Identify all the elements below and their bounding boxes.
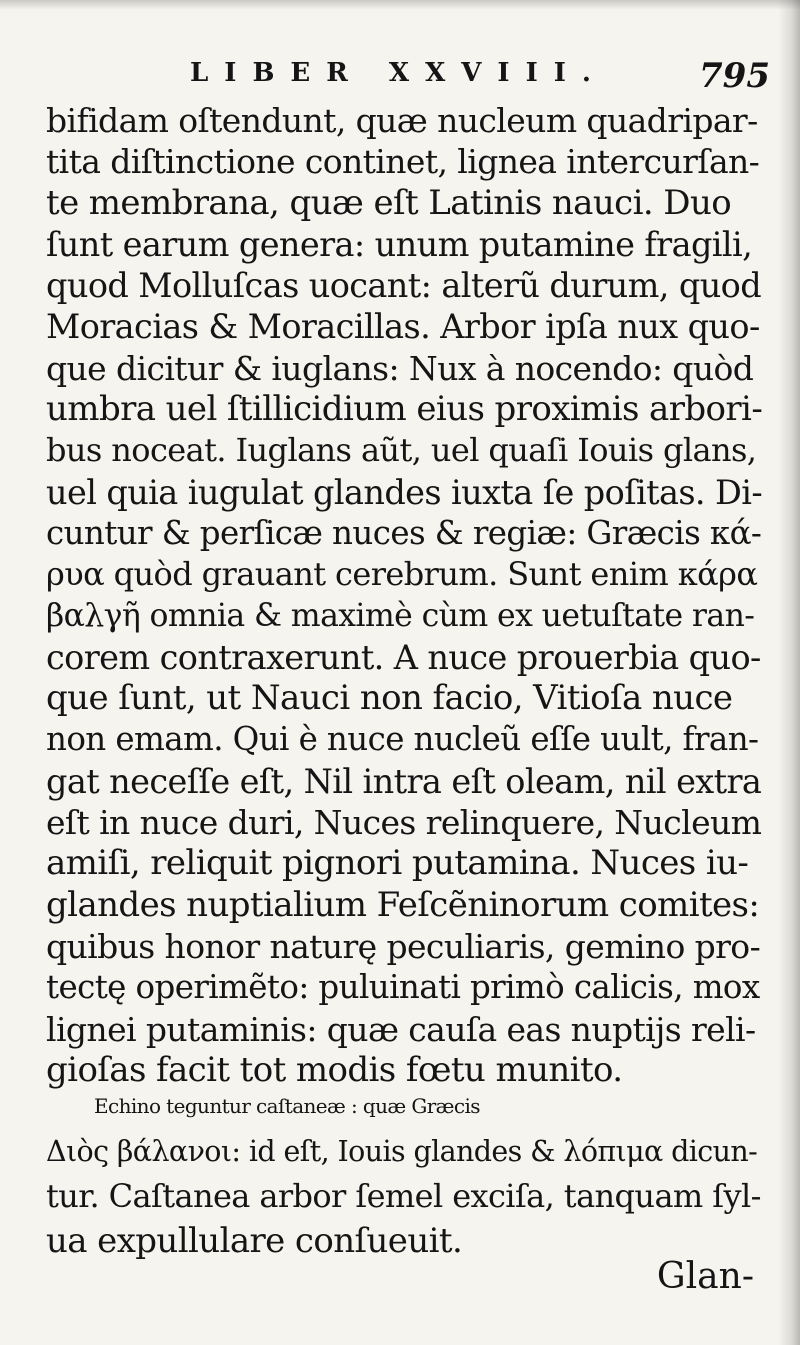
text-line: umbra uel ſtillicidium eius proximis arbori- [46,389,763,430]
text-line: tectę operimẽto: puluinati primò calicis, mox [46,968,760,1007]
page-edge-shadow-right [778,0,800,1345]
text-line: lignei putaminis: quæ cauſa eas nuptijs reli- [46,1009,756,1049]
text-line: Echino teguntur caſtaneæ : quæ Græcis [94,1094,480,1118]
text-line: glandes nuptialium Feſcẽninorum comites: [46,884,760,925]
text-line: que ſunt, ut Nauci non facio, Vitioſa nuce [46,678,733,719]
text-line: gat neceſſe eſt, Nil intra eſt oleam, nil extra [46,761,762,801]
text-line: eſt in nuce duri, Nuces relinquere, Nucleum [46,803,762,843]
text-line: tur. Caſtanea arbor ſemel exciſa, tanquam ſyl- [46,1177,761,1215]
text-line: uel quia iugulat glandes iuxta ſe poſitas. Di- [46,472,763,512]
text-line: bus noceat. Iuglans aũt, uel quaſi Iouis glans, [46,431,757,470]
page-header [190,56,770,96]
text-line: Moracias & Moracillas. Arbor ipſa nux quo- [46,307,760,347]
paragraph-walnuts [46,100,762,1091]
catchword: Glan- [656,1256,754,1297]
text-line: quod Molluſcas uocant: alterũ durum, quod [46,266,762,306]
text-line: bifidam oſtendunt, quæ nucleum quadripar- [46,101,758,140]
page-edge-shadow-top [0,0,800,10]
paragraph-chestnuts [46,1084,762,1264]
page-number: 795 [699,56,770,96]
text-line: quibus honor naturę peculiaris, gemino pro- [46,926,761,966]
text-line: ua expullulare conſueuit. [46,1221,463,1261]
text-line: que dicitur & iuglans: Nux à nocendo: quòd [46,348,754,388]
text-line: gioſas facit tot modis fœtu munito. [46,1049,623,1090]
text-line: Διὸς βάλανοι: id eſt, Iouis glandes & λόπιμα dicun- [46,1135,758,1168]
text-line: non emam. Qui è nuce nucleũ eſſe uult, fran- [46,720,759,759]
text-line: ſunt earum genera: unum putamine fragili, [46,224,753,264]
text-line: te membrana, quæ eſt Latinis nauci. Duo [46,182,732,223]
running-head: LIBER XXVIII. [190,58,607,88]
text-line: corem contraxerunt. A nuce prouerbia quo- [46,637,761,677]
text-line: ρυα quòd grauant cerebrum. Sunt enim κάρα [46,555,758,594]
text-line: tita diſtinctione continet, lignea intercurſan- [46,142,760,182]
text-line: amiſi, reliquit pignori putamina. Nuces iu- [46,843,749,884]
text-line: βαλγῆ omnia & maximè cùm ex uetuſtate ran- [46,597,755,634]
text-line: cuntur & perſicæ nuces & regiæ: Græcis κά- [46,513,762,552]
